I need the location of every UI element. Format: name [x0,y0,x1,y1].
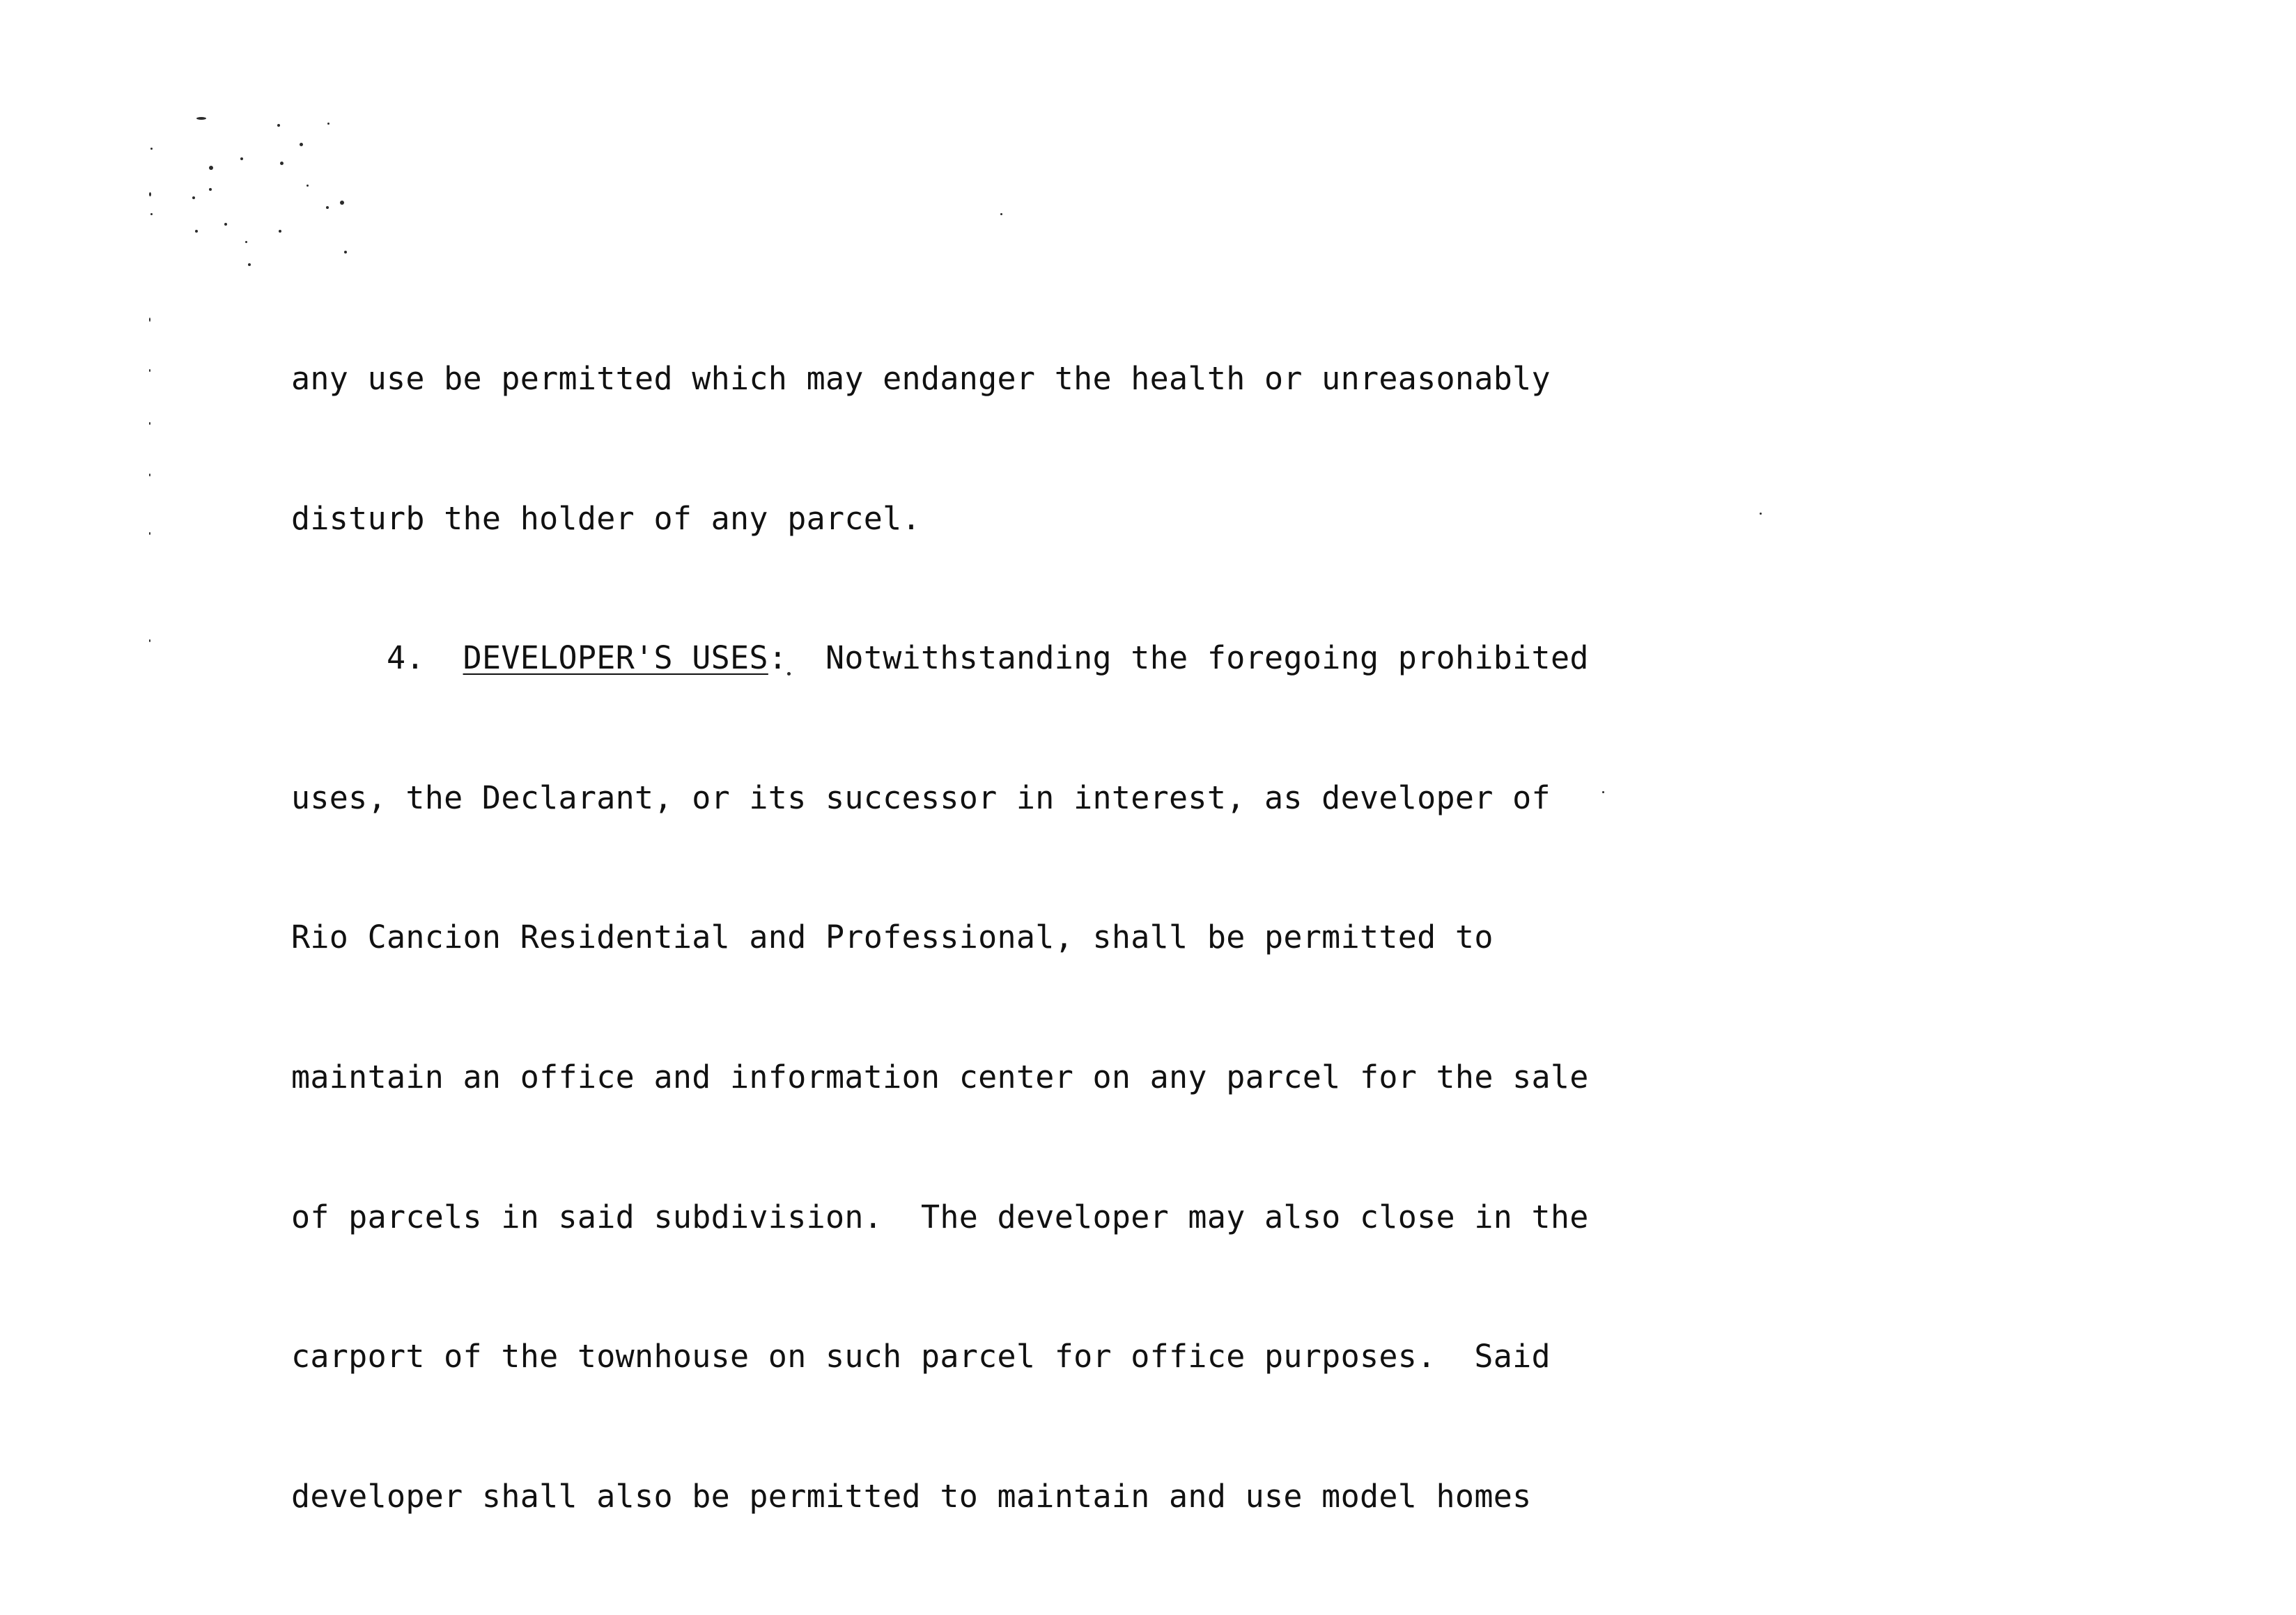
section-heading: DEVELOPER'S USES [463,639,768,677]
text-line: carport of the townhouse on such parcel for office purposes. Said [291,1338,1551,1375]
text-line: disturb the holder of any parcel. [291,499,921,537]
section-first-line-text: Notwithstanding the foregoing prohibited [787,639,1589,677]
section-indent [291,639,387,676]
text-line: of parcels in said subdivision. The developer may also close in the [291,1198,1589,1235]
section-heading-colon: : [768,639,788,677]
section-gap [425,639,463,676]
text-line: Rio Cancion Residential and Professional, shall be permitted to [291,919,1494,956]
section-number: 4. [386,639,425,677]
text-line: maintain an office and information center on any parcel for the sale [291,1058,1589,1095]
section-heading-line [291,637,1684,703]
text-line: developer shall also be permitted to maintain and use model homes [291,1477,1532,1515]
document-body [291,284,1684,1615]
text-line: any use be permitted which may endanger the health or unreasonably [291,360,1551,397]
text-line: uses, the Declarant, or its successor in interest, as developer of [291,779,1551,816]
